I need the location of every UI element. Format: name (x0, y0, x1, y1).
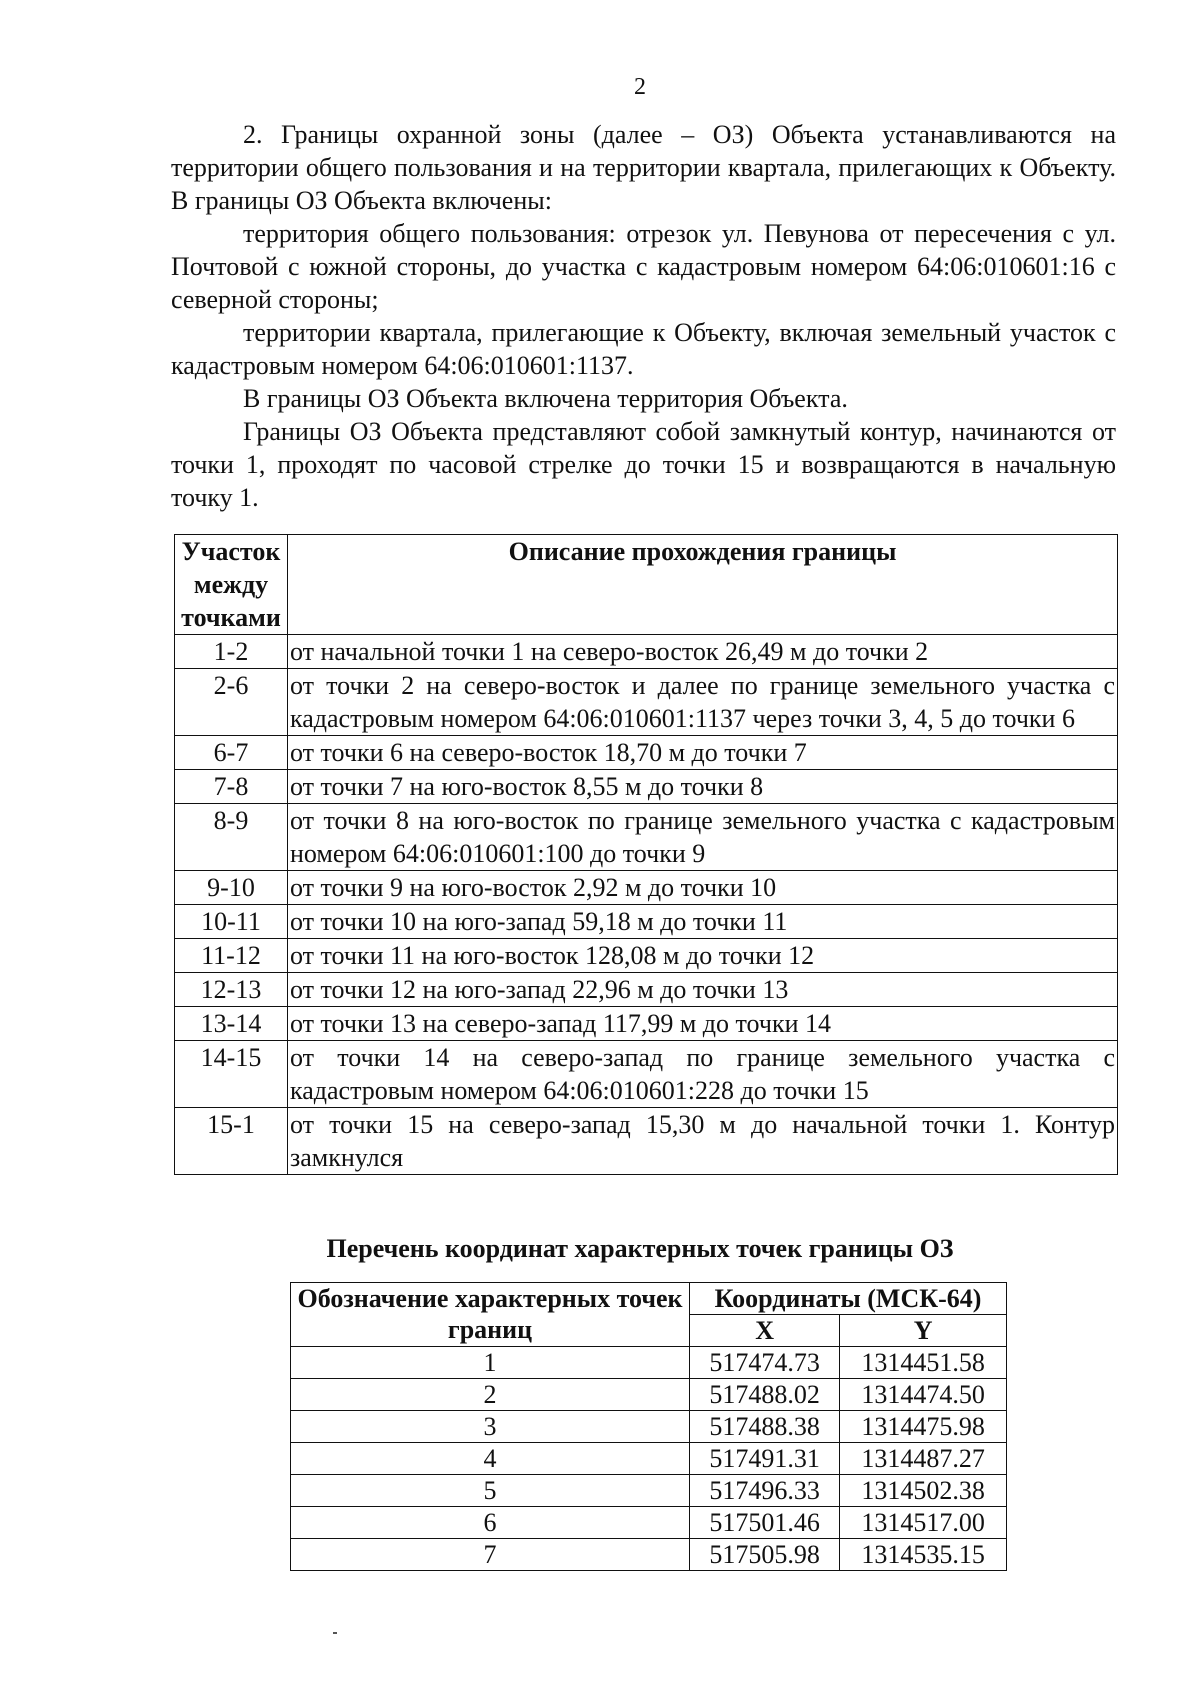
paragraph-object-territory: В границы ОЗ Объекта включена территория Объекта. (243, 384, 848, 413)
paragraph-quarter-territory: территории квартала, прилегающие к Объекту, включая земельный участок с кадастровым номером 64:06:010601:1137. (171, 318, 1116, 380)
description-cell: от точки 10 на юго-запад 59,18 м до точки 11 (288, 905, 1118, 939)
x-cell: 517488.38 (690, 1411, 840, 1443)
header-description: Описание прохождения границы (288, 535, 1118, 635)
header-points: Обозначение характерных точек границ (291, 1283, 690, 1347)
segment-cell: 2-6 (175, 669, 288, 736)
table-row (175, 635, 1118, 669)
table-row (291, 1443, 1007, 1475)
description-cell: от точки 13 на северо-запад 117,99 м до точки 14 (288, 1007, 1118, 1041)
description-cell: от точки 6 на северо-восток 18,70 м до точки 7 (288, 736, 1118, 770)
y-cell: 1314517.00 (840, 1507, 1007, 1539)
table-row (175, 669, 1118, 736)
body-text (171, 118, 1116, 514)
x-cell: 517488.02 (690, 1379, 840, 1411)
segment-cell: 14-15 (175, 1041, 288, 1108)
point-cell: 5 (291, 1475, 690, 1507)
table-row (175, 973, 1118, 1007)
segment-cell: 7-8 (175, 770, 288, 804)
table-row (291, 1539, 1007, 1571)
table-row (175, 1041, 1118, 1108)
header-coords: Координаты (МСК-64) (690, 1283, 1007, 1315)
x-cell: 517474.73 (690, 1347, 840, 1379)
description-cell: от точки 8 на юго-восток по границе земельного участка с кадастровым номером 64:06:010601:100 до точки 9 (288, 804, 1118, 871)
description-cell: от точки 14 на северо-запад по границе земельного участка с кадастровым номером 64:06:010601:228 до точки 15 (288, 1041, 1118, 1108)
scan-mark (333, 1632, 337, 1634)
segment-cell: 11-12 (175, 939, 288, 973)
header-y: Y (840, 1315, 1007, 1347)
boundary-sections-table (174, 534, 1118, 1175)
y-cell: 1314451.58 (840, 1347, 1007, 1379)
table-row (175, 736, 1118, 770)
description-cell: от начальной точки 1 на северо-восток 26,49 м до точки 2 (288, 635, 1118, 669)
description-cell: от точки 7 на юго-восток 8,55 м до точки 8 (288, 770, 1118, 804)
header-section: Участок между точками (175, 535, 288, 635)
table-row (291, 1507, 1007, 1539)
segment-cell: 12-13 (175, 973, 288, 1007)
table-row (175, 1007, 1118, 1041)
table-row (175, 939, 1118, 973)
point-cell: 4 (291, 1443, 690, 1475)
table-header-row (175, 535, 1118, 635)
x-cell: 517491.31 (690, 1443, 840, 1475)
segment-cell: 10-11 (175, 905, 288, 939)
y-cell: 1314535.15 (840, 1539, 1007, 1571)
segment-cell: 9-10 (175, 871, 288, 905)
point-cell: 3 (291, 1411, 690, 1443)
x-cell: 517496.33 (690, 1475, 840, 1507)
description-cell: от точки 9 на юго-восток 2,92 м до точки 10 (288, 871, 1118, 905)
table-row (291, 1379, 1007, 1411)
segment-cell: 13-14 (175, 1007, 288, 1041)
y-cell: 1314475.98 (840, 1411, 1007, 1443)
point-cell: 2 (291, 1379, 690, 1411)
y-cell: 1314487.27 (840, 1443, 1007, 1475)
point-cell: 7 (291, 1539, 690, 1571)
coordinates-table (290, 1282, 1007, 1571)
table-row (175, 770, 1118, 804)
table-row (291, 1411, 1007, 1443)
segment-cell: 8-9 (175, 804, 288, 871)
point-cell: 6 (291, 1507, 690, 1539)
description-cell: от точки 2 на северо-восток и далее по границе земельного участка с кадастровым номером 64:06:010601:1137 через точки 3, 4, 5 до точки 6 (288, 669, 1118, 736)
point-cell: 1 (291, 1347, 690, 1379)
segment-cell: 6-7 (175, 736, 288, 770)
table-row (291, 1475, 1007, 1507)
x-cell: 517501.46 (690, 1507, 840, 1539)
description-cell: от точки 12 на юго-запад 22,96 м до точки 13 (288, 973, 1118, 1007)
paragraph-public-territory: территория общего пользования: отрезок ул. Певунова от пересечения с ул. Почтовой с южной стороны, до участка с кадастровым номером 64:06:010601:16 с северной стороны; (171, 219, 1116, 314)
y-cell: 1314474.50 (840, 1379, 1007, 1411)
table-row (175, 1108, 1118, 1175)
page-number: 2 (634, 74, 646, 100)
table-row (291, 1347, 1007, 1379)
paragraph-contour: Границы ОЗ Объекта представляют собой замкнутый контур, начинаются от точки 1, проходят по часовой стрелке до точки 15 и возвращаются в начальную точку 1. (171, 417, 1116, 512)
segment-cell: 1-2 (175, 635, 288, 669)
description-cell: от точки 15 на северо-запад 15,30 м до начальной точки 1. Контур замкнулся (288, 1108, 1118, 1175)
description-cell: от точки 11 на юго-восток 128,08 м до точки 12 (288, 939, 1118, 973)
x-cell: 517505.98 (690, 1539, 840, 1571)
table-row (175, 871, 1118, 905)
table-header-row (291, 1283, 1007, 1315)
header-x: X (690, 1315, 840, 1347)
coords-table-title: Перечень координат характерных точек границы ОЗ (326, 1234, 954, 1263)
table-row (175, 905, 1118, 939)
table-row (175, 804, 1118, 871)
paragraph-boundaries: 2. Границы охранной зоны (далее – ОЗ) Объекта устанавливаются на территории общего пользования и на территории квартала, прилегающих к Объекту. В границы ОЗ Объекта включены: (171, 120, 1116, 215)
y-cell: 1314502.38 (840, 1475, 1007, 1507)
segment-cell: 15-1 (175, 1108, 288, 1175)
